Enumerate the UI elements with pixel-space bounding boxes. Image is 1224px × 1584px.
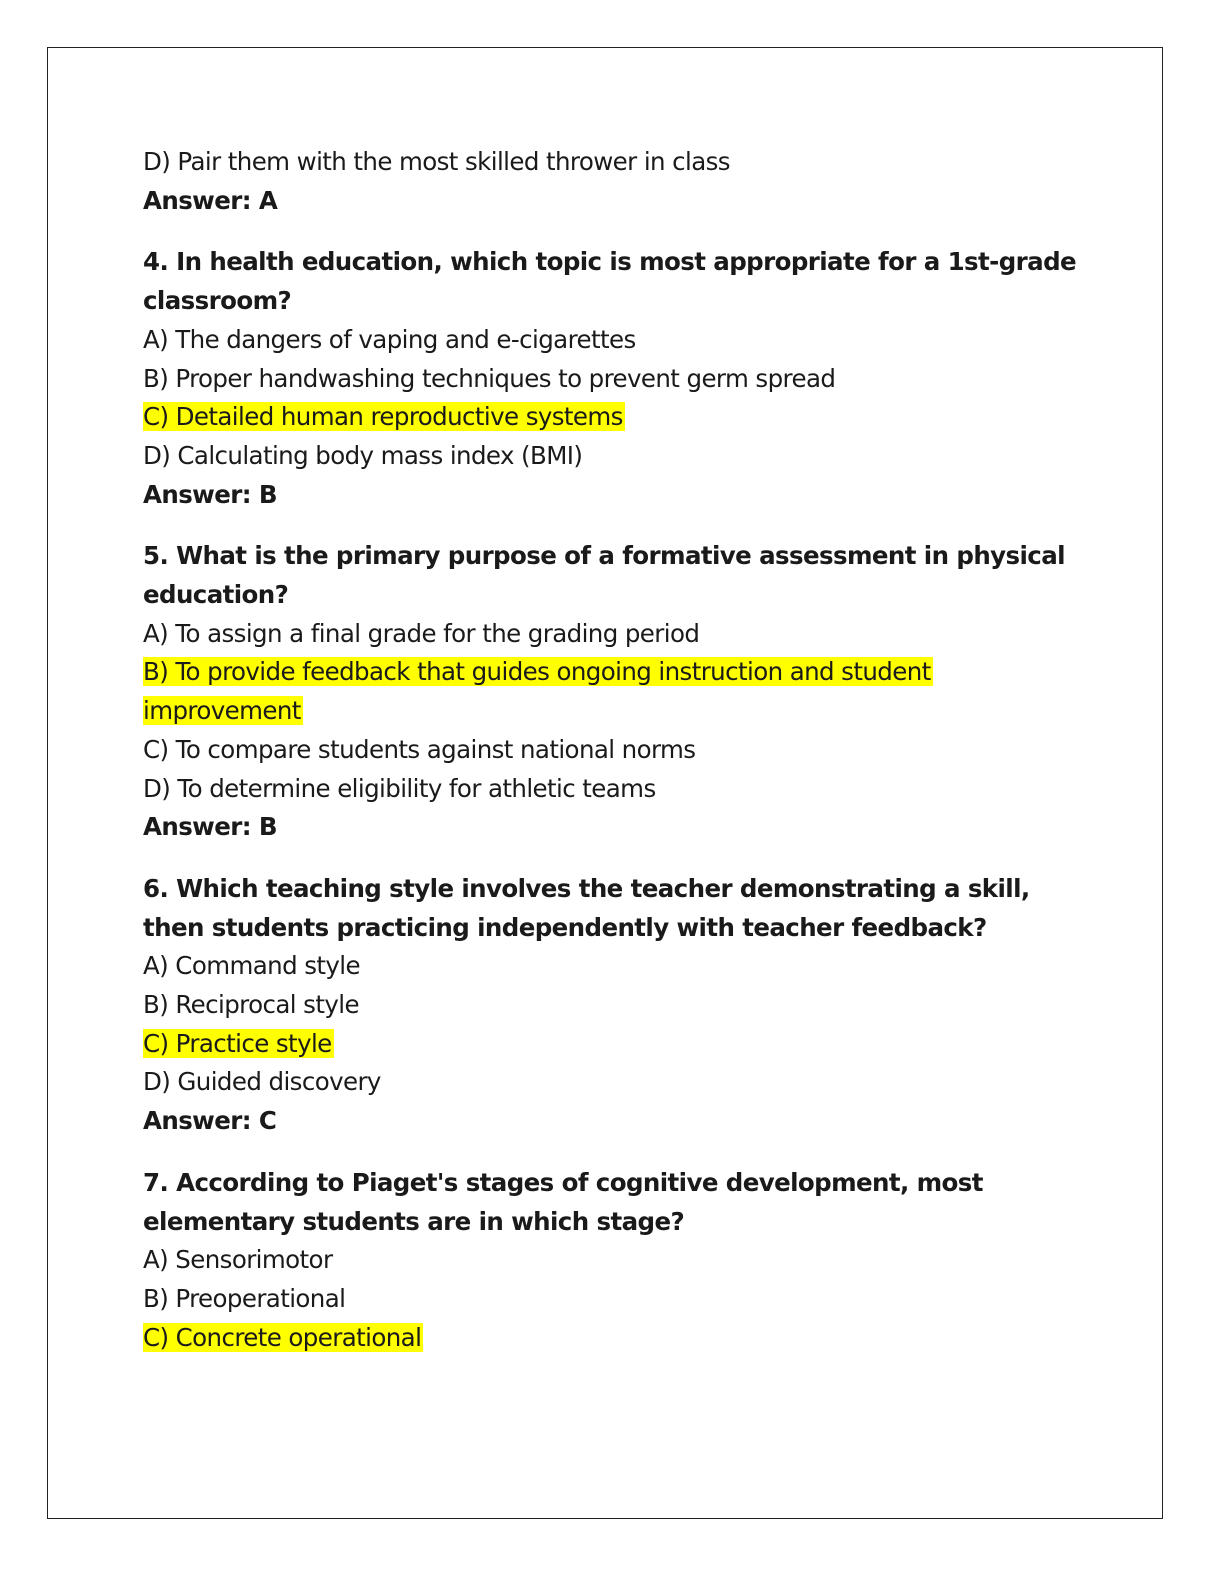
- question-4-option-a: A) The dangers of vaping and e-cigarettes: [143, 324, 636, 354]
- question-7-option-a: A) Sensorimotor: [143, 1245, 333, 1275]
- question-4-answer: Answer: B: [143, 479, 277, 509]
- question-4-prompt: 4. In health education, which topic is most appropriate for a 1st-grade classroom?: [143, 247, 1077, 316]
- question-block-7: [143, 1164, 1103, 1358]
- option-d-q3: D) Pair them with the most skilled thrower in class: [143, 147, 730, 176]
- answer-q3: Answer: A: [143, 185, 278, 215]
- document-body: [143, 143, 1103, 1357]
- question-6-option-a: A) Command style: [143, 951, 360, 981]
- question-6-answer: Answer: C: [143, 1106, 277, 1136]
- question-5-option-b-continuation-highlighted: improvement: [143, 696, 301, 726]
- question-5-option-b-highlighted: B) To provide feedback that guides ongoing instruction and student: [143, 657, 931, 687]
- question-4-option-d: D) Calculating body mass index (BMI): [143, 440, 583, 470]
- question-6-option-d: D) Guided discovery: [143, 1067, 381, 1097]
- question-6-prompt: 6. Which teaching style involves the teacher demonstrating a skill, then students practicing independently with teacher feedback?: [143, 873, 1030, 942]
- question-7-prompt: 7. According to Piaget's stages of cognitive development, most elementary students are in which stage?: [143, 1167, 983, 1236]
- question-5-prompt: 5. What is the primary purpose of a formative assessment in physical education?: [143, 541, 1065, 610]
- question-block-6: [143, 870, 1103, 1141]
- question-5-option-c: C) To compare students against national norms: [143, 734, 696, 764]
- question-5-option-a: A) To assign a final grade for the grading period: [143, 618, 700, 648]
- question-7-option-b: B) Preoperational: [143, 1283, 346, 1313]
- question-6-option-b: B) Reciprocal style: [143, 990, 359, 1020]
- question-4-option-c-highlighted: C) Detailed human reproductive systems: [143, 402, 623, 432]
- question-7-option-c-highlighted: C) Concrete operational: [143, 1322, 422, 1352]
- question-6-option-c-highlighted: C) Practice style: [143, 1028, 332, 1058]
- question-5-answer: Answer: B: [143, 812, 277, 842]
- question-block-5: [143, 537, 1103, 847]
- question-block-4: [143, 243, 1103, 514]
- question-4-option-b: B) Proper handwashing techniques to prevent germ spread: [143, 363, 836, 393]
- question-5-option-d: D) To determine eligibility for athletic teams: [143, 773, 656, 803]
